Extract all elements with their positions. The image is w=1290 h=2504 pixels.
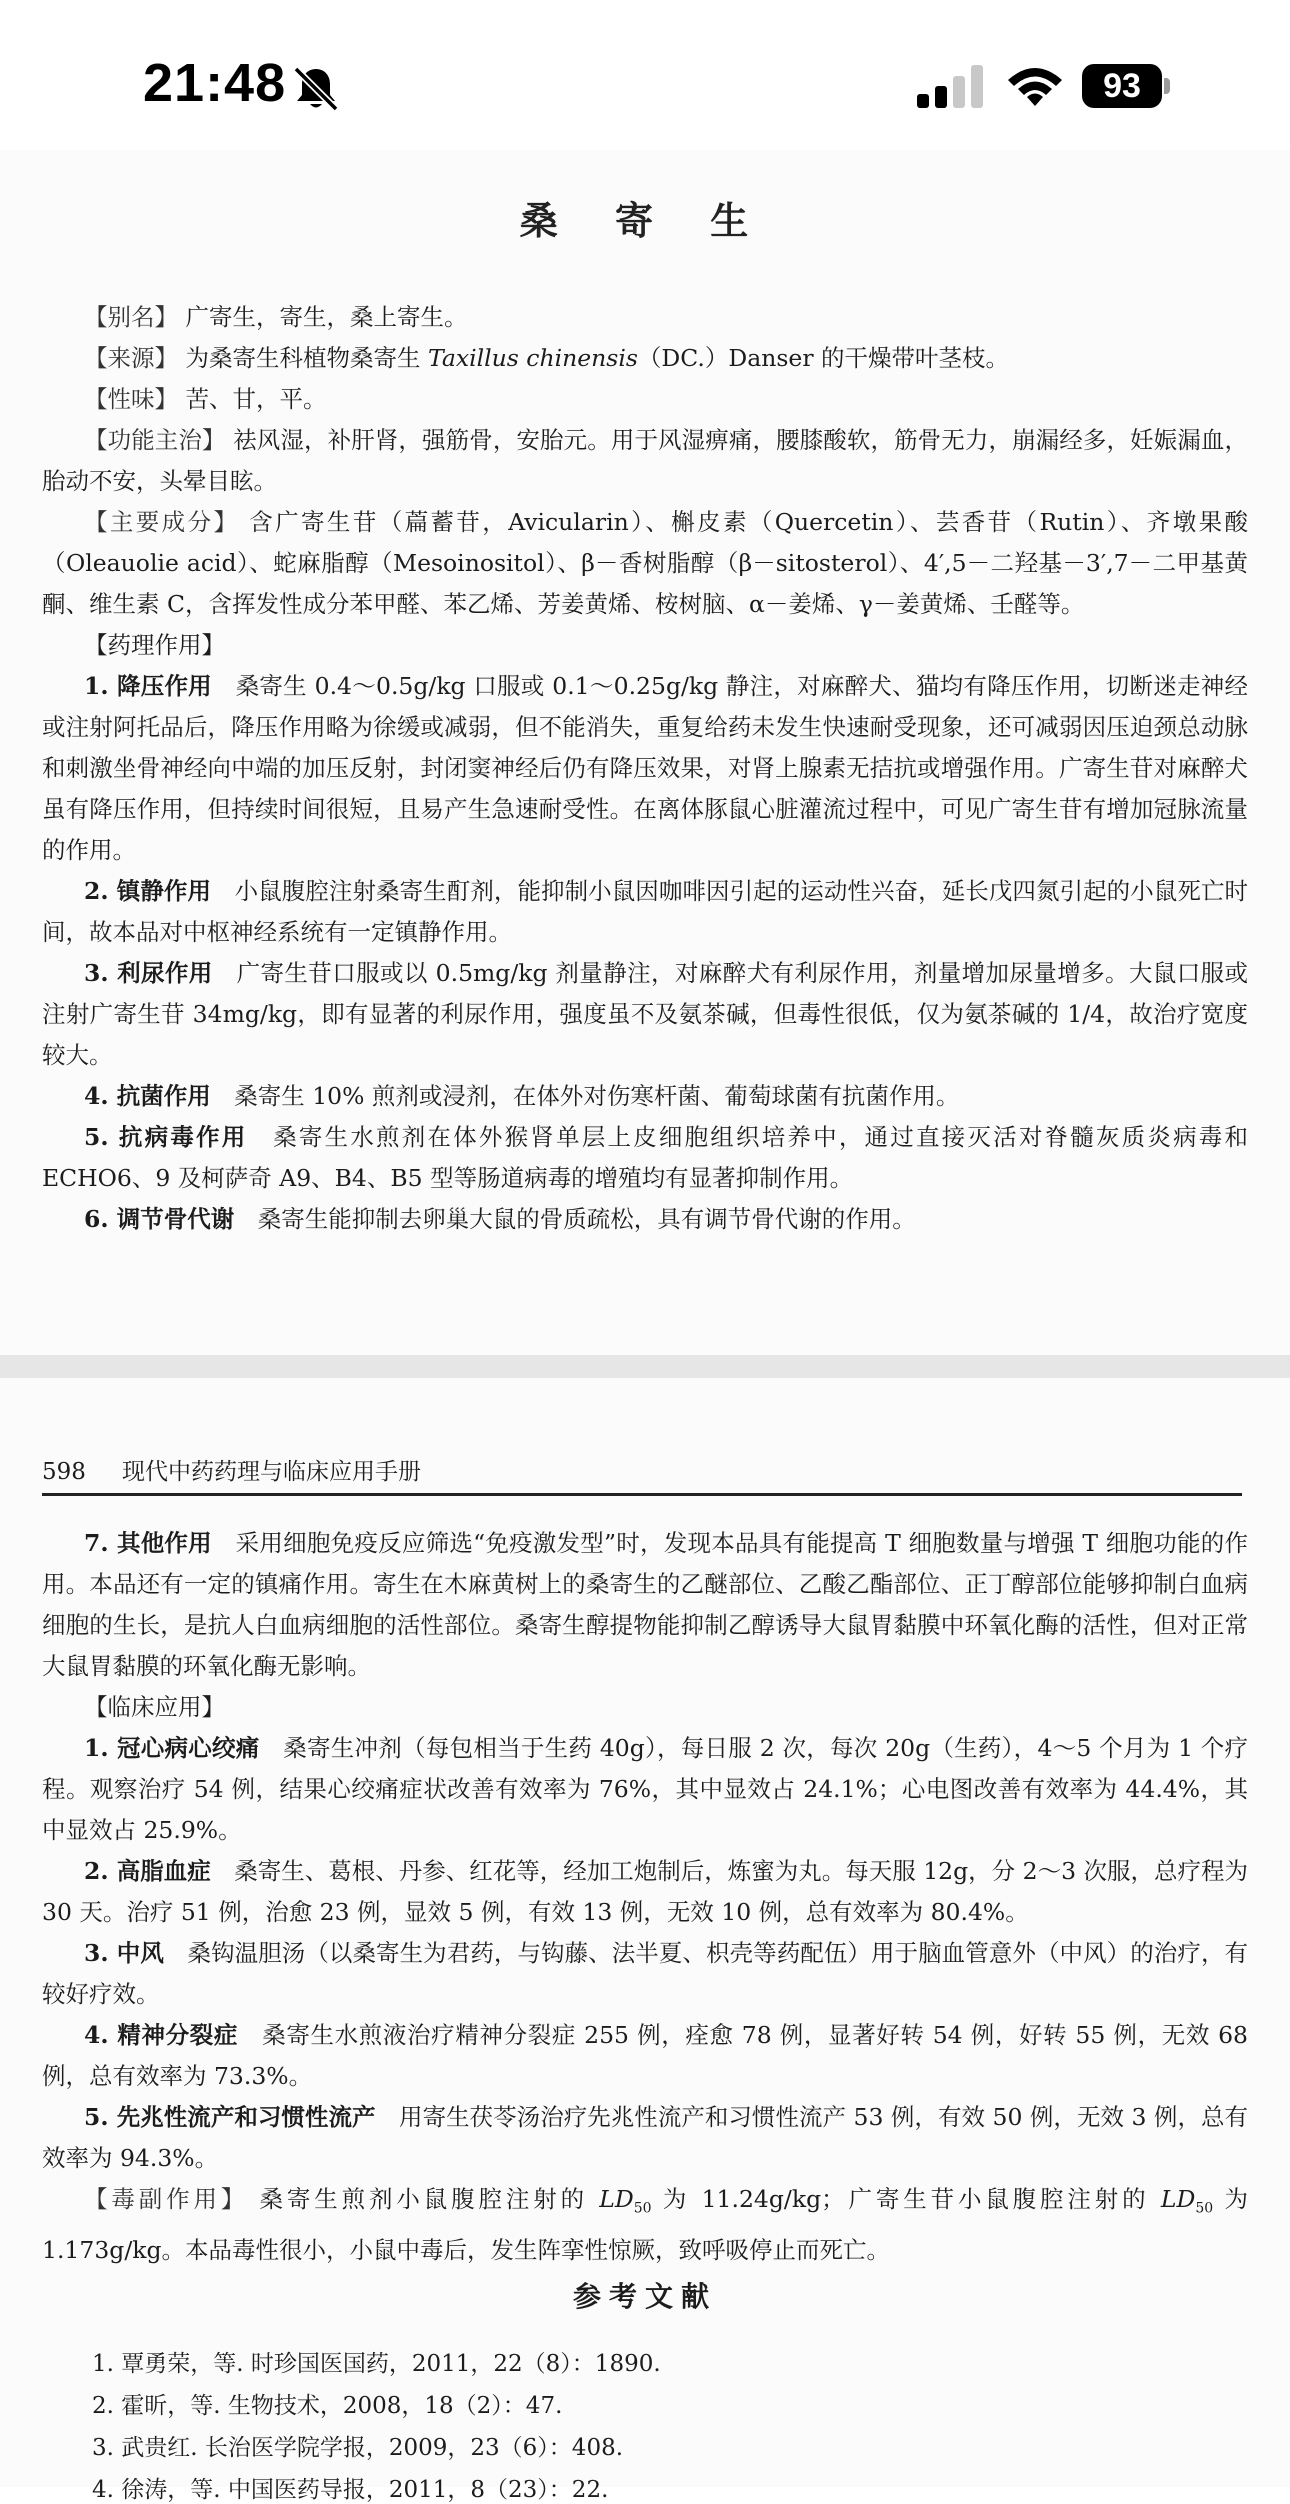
clinical-item-1: 1. 冠心病心绞痛 桑寄生冲剂（每包相当于生药 40g），每日服 2 次，每次 20g（生药），4～5 个月为 1 个疗程。观察治疗 54 例，结果心绞痛症状改善有效率为 76%，其中显效占 24.1%；心电图改善有效率为 44.4%，其中显效占 25.9%。 (42, 1734, 1249, 1844)
book-title: 现代中药药理与临床应用手册 (122, 1459, 421, 1485)
clinical-heading: 【临床应用】 (84, 1693, 225, 1721)
alias-section: 【别名】 广寄生，寄生，桑上寄生。 (84, 303, 468, 331)
header-rule (42, 1493, 1242, 1496)
page-title: 桑 寄 生 (519, 198, 771, 243)
reference-item: 2. 霍昕，等. 生物技术，2008，18（2）：47. (92, 2393, 563, 2419)
pharm-item-7: 7. 其他作用 采用细胞免疫反应筛选“免疫激发型”时，发现本品具有能提高 T 细胞数量与增强 T 细胞功能的作用。本品还有一定的镇痛作用。寄生在木麻黄树上的桑寄生的乙醚部位、乙酸乙酯部位、正丁醇部位能够抑制白血病细胞的生长，是抗人白血病细胞的活性部位。桑寄生醇提物能抑制乙醇诱导大鼠胃黏膜中环氧化酶的活性，但对正常大鼠胃黏膜的环氧化酶无影响。 (42, 1529, 1249, 1680)
running-header (42, 1453, 1248, 1486)
reference-item: 4. 徐涛，等. 中国医药导报，2011，8（23）：22. (92, 2477, 609, 2503)
pharm-item-1: 1. 降压作用 桑寄生 0.4～0.5g/kg 口服或 0.1～0.25g/kg 静注，对麻醉犬、猫均有降压作用，切断迷走神经或注射阿托品后，降压作用略为徐缓或减弱，但不能消失，重复给药未发生快速耐受现象，还可减弱因压迫颈总动脉和刺激坐骨神经向中端的加压反射，封闭窦神经后仍有降压效果，对肾上腺素无拮抗或增强作用。广寄生苷对麻醉犬虽有降压作用，但持续时间很短，且易产生急速耐受性。在离体豚鼠心脏灌流过程中，可见广寄生苷有增加冠脉流量的作用。 (42, 672, 1249, 864)
status-bar (0, 0, 1290, 175)
pharm-item-3: 3. 利尿作用 广寄生苷口服或以 0.5mg/kg 剂量静注，对麻醉犬有利尿作用，剂量增加尿量增多。大鼠口服或注射广寄生苷 34mg/kg，即有显著的利尿作用，强度虽不及氨茶碱，但毒性很低，仅为氨茶碱的 1/4，故治疗宽度较大。 (42, 959, 1249, 1069)
components-section: 【主要成分】 含广寄生苷（萹蓄苷，Avicularin）、槲皮素（Quercetin）、芸香苷（Rutin）、齐墩果酸（Oleauolie acid）、蛇麻脂醇（Mesoinositol）、β－香树脂醇（β－sitosterol）、4′,5－二羟基－3′,7－二甲基黄酮、维生素 C，含挥发性成分苯甲醛、苯乙烯、芳姜黄烯、桉树脑、α－姜烯、γ－姜黄烯、壬醛等。 (42, 508, 1248, 618)
clinical-item-4: 4. 精神分裂症 桑寄生水煎液治疗精神分裂症 255 例，痊愈 78 例，显著好转 54 例，好转 55 例，无效 68 例，总有效率为 73.3%。 (42, 2021, 1248, 2090)
page-number: 598 (42, 1459, 86, 1485)
taste-section: 【性味】 苦、甘，平。 (84, 385, 327, 413)
pharm-item-6: 6. 调节骨代谢 桑寄生能抑制去卵巢大鼠的骨质疏松，具有调节骨代谢的作用。 (84, 1205, 916, 1233)
wifi-icon (1005, 62, 1065, 110)
function-section: 【功能主治】 祛风湿，补肝肾，强筋骨，安胎元。用于风湿痹痛，腰膝酸软，筋骨无力，崩漏经多，妊娠漏血，胎动不安，头晕目眩。 (42, 426, 1249, 495)
cellular-signal-icon (915, 62, 987, 110)
reference-item: 1. 覃勇荣，等. 时珍国医国药，2011，22（8）：1890. (92, 2351, 661, 2377)
pharm-item-5: 5. 抗病毒作用 桑寄生水煎剂在体外猴肾单层上皮细胞组织培养中，通过直接灭活对脊髓灰质炎病毒和 ECHO6、9 及柯萨奇 A9、B4、B5 型等肠道病毒的增殖均有显著抑制作用。 (42, 1123, 1249, 1192)
bell-slash-icon (290, 63, 342, 115)
pharmacology-heading: 【药理作用】 (84, 631, 225, 659)
status-time: 21:48 (143, 53, 287, 113)
page-separator (0, 1355, 1290, 1378)
battery-level: 93 (1082, 64, 1162, 108)
clinical-item-3: 3. 中风 桑钩温胆汤（以桑寄生为君药，与钩藤、法半夏、枳壳等药配伍）用于脑血管意外（中风）的治疗，有较好疗效。 (42, 1939, 1249, 2008)
clinical-item-5: 5. 先兆性流产和习惯性流产 用寄生茯苓汤治疗先兆性流产和习惯性流产 53 例，有效 50 例，无效 3 例，总有效率为 94.3%。 (42, 2103, 1249, 2172)
source-section: 【来源】 为桑寄生科植物桑寄生 Taxillus chinensis（DC.）Danser 的干燥带叶茎枝。 (84, 344, 1010, 372)
references-title: 参考文献 (572, 2280, 717, 2313)
toxicity-section: 【毒副作用】 桑寄生煎剂小鼠腹腔注射的 $LD_{50}$ 为 11.24g/kg；广寄生苷小鼠腹腔注射的 $LD_{50}$ 为 1.173g/kg。本品毒性很小，小鼠中毒后，发生阵挛性惊厥，致呼吸停止而死亡。 (42, 2185, 1248, 2264)
battery-nub (1164, 78, 1170, 94)
pharm-item-4: 4. 抗菌作用 桑寄生 10% 煎剂或浸剂，在体外对伤寒杆菌、葡萄球菌有抗菌作用。 (84, 1082, 960, 1110)
battery-indicator (1082, 64, 1170, 108)
reference-item: 3. 武贵红. 长治医学院学报，2009，23（6）：408. (92, 2435, 624, 2461)
clinical-item-2: 2. 高脂血症 桑寄生、葛根、丹参、红花等，经加工炮制后，炼蜜为丸。每天服 12g，分 2～3 次服，总疗程为 30 天。治疗 51 例，治愈 23 例，显效 5 例，有效 13 例，无效 10 例，总有效率为 80.4%。 (42, 1857, 1249, 1926)
pharm-item-2: 2. 镇静作用 小鼠腹腔注射桑寄生酊剂，能抑制小鼠因咖啡因引起的运动性兴奋，延长戊四氮引起的小鼠死亡时间，故本品对中枢神经系统有一定镇静作用。 (42, 877, 1249, 946)
